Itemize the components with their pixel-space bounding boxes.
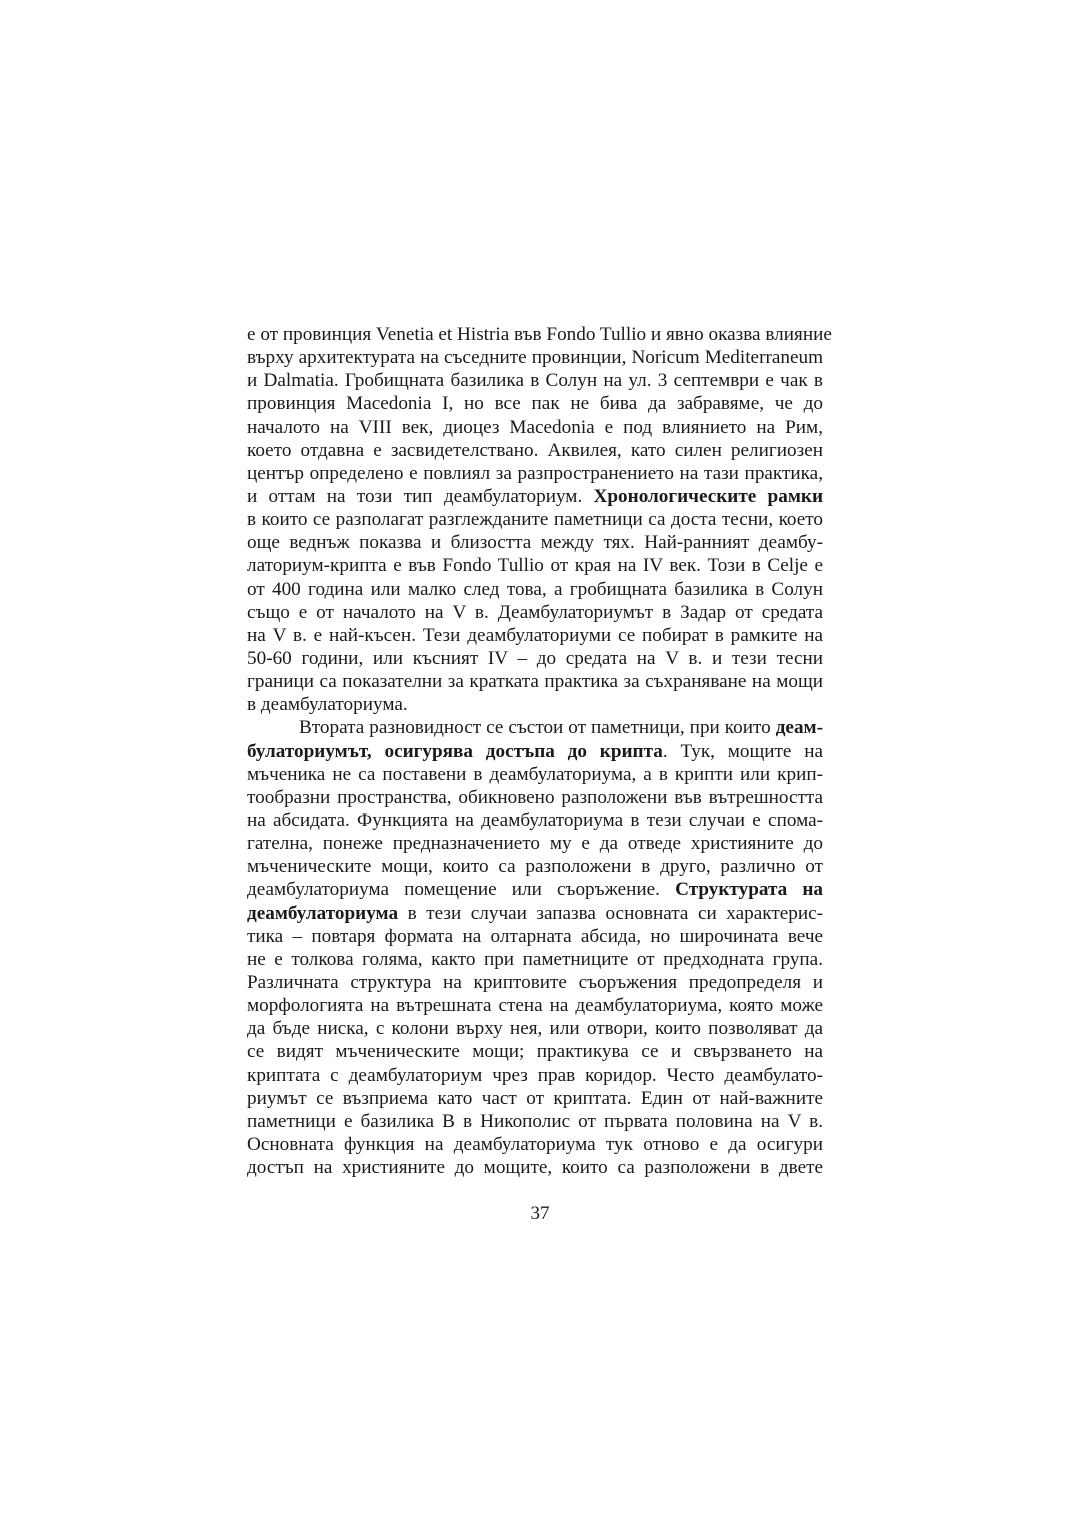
text-segment: Основната функция на деамбулаториума тук отново е да осигури [247, 1133, 823, 1155]
text-line [247, 647, 823, 670]
text-line [247, 1087, 823, 1110]
text-line [247, 670, 823, 693]
bold-text-segment: Хронологическите рамки [593, 485, 824, 507]
text-line [247, 416, 823, 439]
text-line [247, 369, 823, 392]
text-segment: началото на VIII век, диоцез Macedonia е под влиянието на Рим, [247, 416, 823, 438]
text-segment: на абсидата. Функцията на деамбулаториума в тези случаи е спома- [247, 809, 823, 831]
text-segment: достъп на християните до мощите, които са разположени в двете [247, 1157, 823, 1179]
bold-text-segment: деам- [775, 717, 823, 739]
text-segment: . Тук, мощите на [662, 740, 823, 762]
text-line [247, 323, 832, 346]
text-line [247, 1133, 823, 1156]
text-line [247, 716, 823, 739]
text-segment: което отдавна е засвидетелствано. Аквилея, като силен религиозен [247, 439, 823, 461]
text-line [247, 1064, 823, 1087]
text-line [247, 531, 823, 554]
text-line [247, 1017, 823, 1040]
bold-text-segment: булаториумът, осигурява достъпа до крипта [247, 740, 663, 762]
text-line [247, 855, 823, 878]
text-line [247, 693, 823, 716]
text-line [247, 740, 823, 763]
text-line [247, 485, 823, 508]
text-segment: провинция Macedonia I, но все пак не бива да забравяме, че до [247, 393, 823, 415]
text-line [247, 554, 823, 577]
text-segment: тообразни пространства, обикновено разположени във вътрешността [247, 786, 823, 808]
text-line [247, 832, 823, 855]
text-line [247, 1156, 823, 1179]
text-line [247, 948, 823, 971]
text-line [247, 462, 823, 485]
text-segment: на V в. е най-късен. Тези деамбулаториуми се побират в рамките на [247, 624, 823, 646]
text-segment: в деамбулаториума. [247, 694, 408, 716]
text-segment: Различната структура на криптовите съоръжения предопределя и [247, 971, 823, 993]
text-line [247, 624, 823, 647]
text-segment: тика – повтаря формата на олтарната абсида, но широчината вече [247, 925, 823, 947]
text-line [247, 346, 823, 369]
text-line [247, 971, 823, 994]
text-segment: паметници е базилика В в Никополис от първата половина на V в. [247, 1110, 823, 1132]
text-line [247, 439, 823, 462]
text-segment: също е от началото на V в. Деамбулаториумът в Задар от средата [247, 601, 823, 623]
text-segment: риумът се възприема като част от криптата. Един от най-важните [247, 1087, 823, 1109]
text-segment: още веднъж показва и близостта между тях. Най-ранният деамбу- [247, 532, 823, 554]
body-text [247, 323, 832, 1179]
bold-text-segment: деамбулаториума [247, 902, 399, 924]
text-line [247, 763, 823, 786]
text-segment: Втората разновидност се състои от паметници, при които [299, 717, 776, 739]
text-line [247, 1040, 823, 1063]
text-segment: морфологията на вътрешната стена на деамбулаториума, която може [247, 995, 823, 1017]
text-segment: и Dalmatia. Гробищната базилика в Солун на ул. 3 септември е чак в [247, 370, 823, 392]
text-line [247, 578, 823, 601]
text-segment: от 400 година или малко след това, а гробищната базилика в Солун [247, 578, 823, 600]
text-segment: в които се разполагат разглежданите паметници са доста тесни, което [247, 509, 823, 531]
text-segment: 50-60 години, или късният IV – до средата на V в. и тези тесни [247, 647, 823, 669]
text-line [247, 508, 823, 531]
text-line [247, 878, 823, 901]
text-line [247, 786, 823, 809]
text-segment: гателна, понеже предназначението му е да отведе християните до [247, 833, 823, 855]
text-segment: латориум-крипта е във Fondo Tullio от края на IV век. Този в Celje е [247, 555, 823, 577]
text-segment: граници са показателни за кратката практика за съхраняване на мощи [247, 671, 823, 693]
text-segment: и оттам на този тип деамбулаториум. [247, 485, 594, 507]
bold-text-segment: Структурата на [675, 879, 823, 901]
text-segment: деамбулаториума помещение или съоръжение. [247, 879, 676, 901]
text-line [247, 1110, 823, 1133]
text-segment: криптата с деамбулаториум чрез прав коридор. Често деамбулато- [247, 1064, 823, 1086]
text-line [247, 902, 823, 925]
text-segment: е от провинция Venetia et Histria във Fondo Tullio и явно оказва влияние [247, 324, 832, 345]
text-segment: да бъде ниска, с колони върху нея, или отвори, които позволяват да [247, 1018, 823, 1040]
text-segment: върху архитектурата на съседните провинции, Noricum Mediterraneum [247, 347, 823, 369]
text-segment: мъченика не са поставени в деамбулаториума, а в крипти или крип- [247, 763, 823, 785]
text-line [247, 392, 823, 415]
text-segment: мъченическите мощи, които са разположени в друго, различно от [247, 856, 823, 878]
text-line [247, 809, 823, 832]
text-segment: се видят мъченическите мощи; практикува се и свързването на [247, 1041, 823, 1063]
text-line [247, 601, 823, 624]
text-segment: не е толкова голяма, както при паметниците от предходната група. [247, 948, 823, 970]
text-line [247, 925, 823, 948]
text-line [247, 994, 823, 1017]
page-number: 37 [530, 1203, 550, 1224]
text-segment: в тези случаи запазва основната си характерис- [398, 902, 823, 924]
text-segment: център определено е повлиял за разпространението на тази практика, [247, 462, 823, 484]
